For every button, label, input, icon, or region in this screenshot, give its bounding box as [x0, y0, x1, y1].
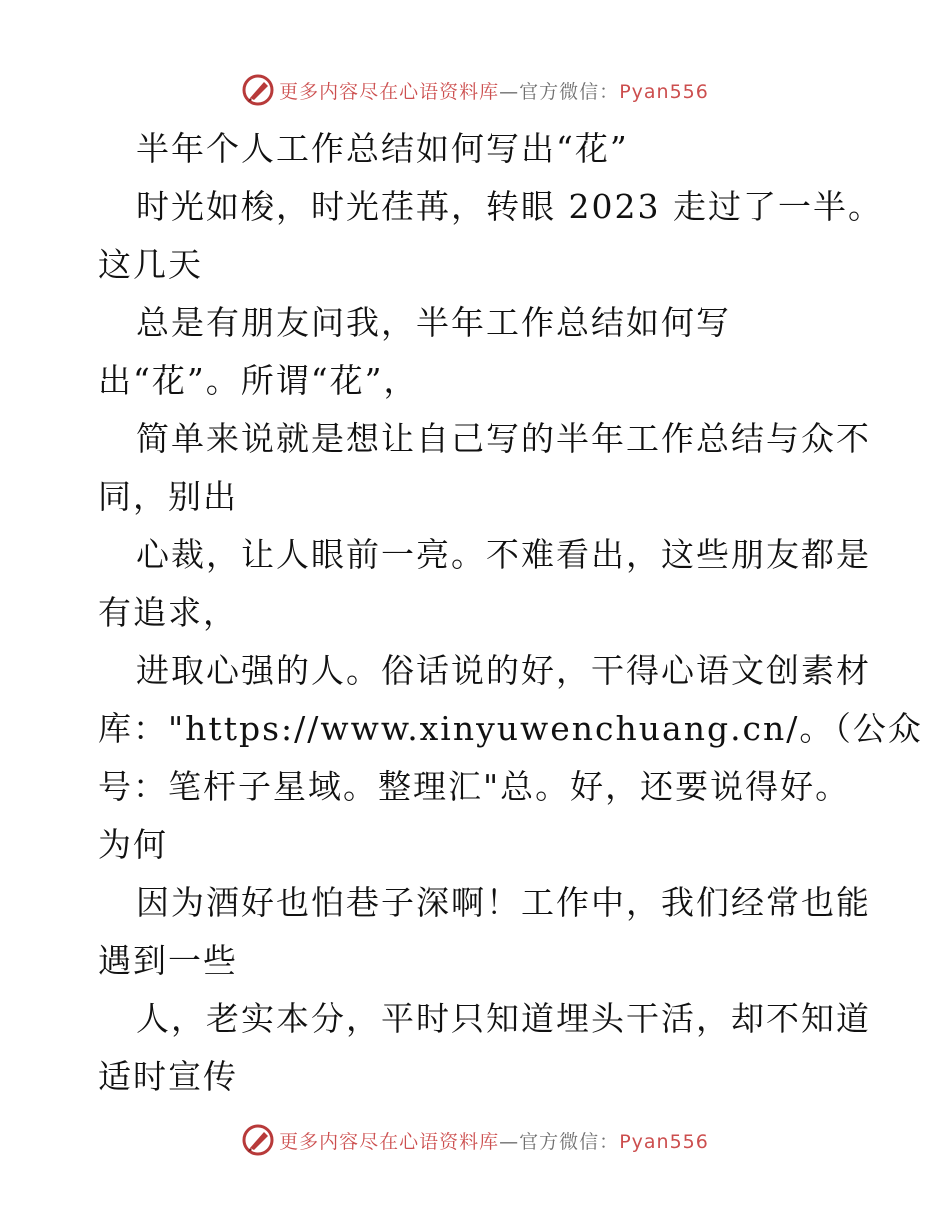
- text-line: 这几天: [98, 245, 203, 284]
- text-line: 遇到一些: [98, 941, 238, 980]
- banner-brand: 更多内容尽在心语资料库: [279, 80, 500, 103]
- text-line: 总是有朋友问我，半年工作总结如何写: [136, 303, 731, 342]
- text-line: 时光如梭，时光荏苒，转眼 2023 走过了一半。: [136, 187, 883, 226]
- text-line: 简单来说就是想让自己写的半年工作总结与众不: [136, 419, 871, 458]
- text-line: 出“花”。所谓“花”，: [98, 361, 419, 400]
- text-line: 同，别出: [98, 477, 238, 516]
- text-line: 为何: [98, 825, 168, 864]
- text-line: 适时宣传: [98, 1057, 238, 1096]
- banner-account: Pyan556: [619, 80, 709, 103]
- banner-separator: —: [499, 1130, 520, 1153]
- footer-banner: [0, 1120, 950, 1160]
- banner-text: [279, 1127, 709, 1154]
- pen-logo-icon: [241, 73, 275, 107]
- text-line: 人，老实本分，平时只知道埋头干活，却不知道: [136, 999, 871, 1038]
- text-line: 心裁，让人眼前一亮。不难看出，这些朋友都是: [136, 535, 871, 574]
- text-line: 库："https://www.xinyuwenchuang.cn/。（公众: [98, 709, 923, 748]
- header-banner: [0, 70, 950, 110]
- banner-brand: 更多内容尽在心语资料库: [279, 1130, 500, 1153]
- text-line: 进取心强的人。俗话说的好，干得心语文创素材: [136, 651, 871, 690]
- pen-logo-icon: [241, 1123, 275, 1157]
- banner-separator: —: [499, 80, 520, 103]
- text-line: 有追求，: [98, 593, 238, 632]
- banner-wechat-label: 官方微信：: [519, 80, 620, 103]
- text-line: 因为酒好也怕巷子深啊！工作中，我们经常也能: [136, 883, 871, 922]
- banner-account: Pyan556: [619, 1130, 709, 1153]
- text-line: 号：笔杆子星域。整理汇"总。好，还要说得好。: [98, 767, 851, 806]
- banner-text: [279, 77, 709, 104]
- banner-wechat-label: 官方微信：: [519, 1130, 620, 1153]
- document-body: [98, 120, 923, 1106]
- text-line: 半年个人工作总结如何写出“花”: [136, 129, 629, 168]
